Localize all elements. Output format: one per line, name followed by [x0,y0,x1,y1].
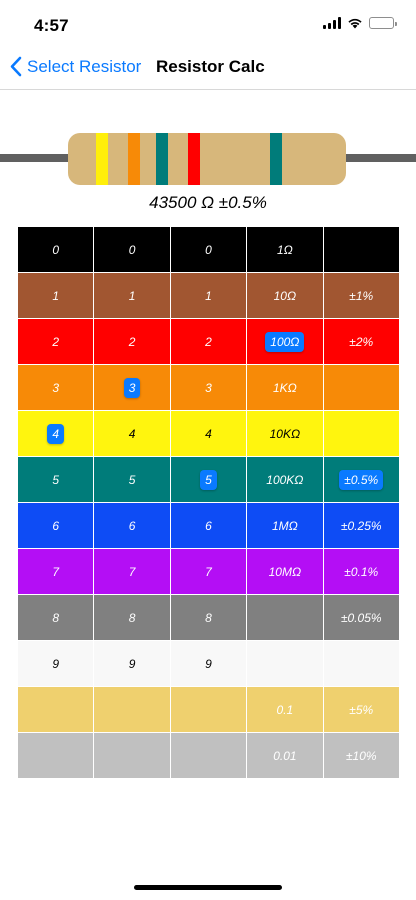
cell-label: 8 [128,610,136,625]
grid-row-violet [18,549,400,595]
cell-orange-band2[interactable] [94,365,170,411]
cell-brown-band3[interactable] [170,273,246,319]
cell-white-band1[interactable] [18,641,94,687]
cell-gray-band2[interactable] [94,595,170,641]
cell-label: 7 [128,564,136,579]
cell-label: 1 [205,288,212,303]
cell-label: 9 [52,656,60,671]
cell-yellow-multiplier[interactable] [247,411,323,457]
cell-red-multiplier[interactable] [247,319,323,365]
cell-white-tolerance[interactable] [323,641,399,687]
cell-label: 2 [52,334,60,349]
cell-label: 100KΩ [266,472,304,487]
cell-label: 0 [52,242,60,257]
cell-green-multiplier[interactable] [247,457,323,503]
cell-black-multiplier[interactable] [247,227,323,273]
chevron-left-icon [10,56,22,77]
cell-label: 7 [52,564,60,579]
cell-brown-multiplier[interactable] [247,273,323,319]
cell-label: 0.1 [276,702,294,717]
cell-brown-band2[interactable] [94,273,170,319]
cell-label: 4 [205,426,212,441]
wifi-icon [347,17,363,29]
cell-gray-band1[interactable] [18,595,94,641]
cell-orange-band3[interactable] [170,365,246,411]
cell-green-band2[interactable] [94,457,170,503]
cell-green-band1[interactable] [18,457,94,503]
status-time: 4:57 [34,16,69,35]
cell-label: 5 [128,472,136,487]
grid-row-orange [18,365,400,411]
cell-label: 10Ω [273,288,297,303]
cell-gold-band1[interactable] [18,687,94,733]
cell-label: 3 [52,380,60,395]
cell-label: 1 [128,288,136,303]
cell-label: 9 [128,656,136,671]
cell-label: 6 [205,518,212,533]
signal-icon [323,17,341,29]
cell-silver-band3[interactable] [170,733,246,779]
cell-label: 8 [205,610,212,625]
cell-black-tolerance[interactable] [323,227,399,273]
selected-chip: 4 [47,424,64,444]
grid-row-brown [18,273,400,319]
battery-icon [369,17,394,29]
cell-label: 3 [205,380,212,395]
page-title: Resistor Calc [156,57,265,76]
cell-label: 0.01 [273,748,297,763]
resistor-body [68,133,346,185]
cell-yellow-band2[interactable] [94,411,170,457]
resistance-result: 43500 Ω ±0.5% [149,193,267,212]
selected-chip: 3 [124,378,141,398]
grid-row-yellow [18,411,400,457]
band-multiplier [188,133,200,185]
grid-row-black [18,227,400,273]
cell-label: 10MΩ [268,564,302,579]
cell-red-tolerance[interactable] [323,319,399,365]
resistor-lead-right [336,154,416,162]
cell-blue-multiplier[interactable] [247,503,323,549]
cell-label: 2 [128,334,136,349]
cell-black-band2[interactable] [94,227,170,273]
cell-gray-multiplier[interactable] [247,595,323,641]
cell-label: 5 [52,472,60,487]
cell-orange-band1[interactable] [18,365,94,411]
cell-blue-band3[interactable] [170,503,246,549]
cell-label: 8 [52,610,60,625]
cell-violet-band3[interactable] [170,549,246,595]
selected-chip: ±0.5% [339,470,383,490]
cell-label: 1Ω [276,242,293,257]
grid-row-gray [18,595,400,641]
home-indicator [134,885,282,890]
cell-white-multiplier[interactable] [247,641,323,687]
status-bar [0,0,416,50]
cell-gold-band3[interactable] [170,687,246,733]
band-2 [128,133,140,185]
cell-gold-band2[interactable] [94,687,170,733]
cell-violet-tolerance[interactable] [323,549,399,595]
cell-label: 1 [52,288,60,303]
grid-row-blue [18,503,400,549]
cell-label: 4 [128,426,136,441]
cell-green-tolerance[interactable] [323,457,399,503]
cell-gray-tolerance[interactable] [323,595,399,641]
cell-silver-band2[interactable] [94,733,170,779]
band-tolerance [270,133,282,185]
cell-violet-band1[interactable] [18,549,94,595]
cell-blue-band1[interactable] [18,503,94,549]
cell-gold-tolerance[interactable] [323,687,399,733]
cell-label: 10KΩ [269,426,301,441]
grid-row-gold [18,687,400,733]
cell-brown-tolerance[interactable] [323,273,399,319]
cell-label: 1KΩ [272,380,297,395]
cell-label: ±2% [349,334,374,349]
cell-label: 7 [205,564,212,579]
cell-gold-multiplier[interactable] [247,687,323,733]
cell-green-band3[interactable] [170,457,246,503]
cell-label: ±5% [349,702,374,717]
cell-red-band2[interactable] [94,319,170,365]
cell-label: ±0.25% [340,518,382,533]
cell-red-band1[interactable] [18,319,94,365]
cell-silver-multiplier[interactable] [247,733,323,779]
cell-silver-tolerance[interactable] [323,733,399,779]
cell-label: 9 [205,656,212,671]
cell-label: ±10% [345,748,377,763]
cell-yellow-band1[interactable] [18,411,94,457]
cell-blue-band2[interactable] [94,503,170,549]
cell-black-band1[interactable] [18,227,94,273]
cell-gray-band3[interactable] [170,595,246,641]
grid-row-red [18,319,400,365]
band-3 [156,133,168,185]
cell-label: 0 [128,242,136,257]
cell-white-band3[interactable] [170,641,246,687]
grid-row-green [18,457,400,503]
cell-label: ±1% [349,288,374,303]
cell-label: 0 [205,242,212,257]
cell-label: 6 [128,518,136,533]
selected-chip: 5 [200,470,217,490]
cell-label: ±0.1% [344,564,379,579]
cell-blue-tolerance[interactable] [323,503,399,549]
cell-yellow-tolerance[interactable] [323,411,399,457]
grid-row-silver [18,733,400,779]
navigation-bar [0,50,416,90]
cell-orange-tolerance[interactable] [323,365,399,411]
band-1 [96,133,108,185]
cell-label: 1MΩ [271,518,298,533]
color-code-grid [17,226,400,779]
cell-black-band3[interactable] [170,227,246,273]
cell-orange-multiplier[interactable] [247,365,323,411]
cell-label: 2 [205,334,212,349]
cell-label: 6 [52,518,60,533]
grid-row-white [18,641,400,687]
cell-white-band2[interactable] [94,641,170,687]
status-icons [323,17,394,29]
cell-violet-band2[interactable] [94,549,170,595]
cell-yellow-band3[interactable] [170,411,246,457]
back-button-label: Select Resistor [27,56,142,76]
cell-violet-multiplier[interactable] [247,549,323,595]
back-button[interactable] [10,56,141,77]
cell-label: ±0.05% [340,610,382,625]
selected-chip: 100Ω [265,332,304,352]
cell-silver-band1[interactable] [18,733,94,779]
cell-brown-band1[interactable] [18,273,94,319]
cell-red-band3[interactable] [170,319,246,365]
resistor-diagram [0,128,416,188]
